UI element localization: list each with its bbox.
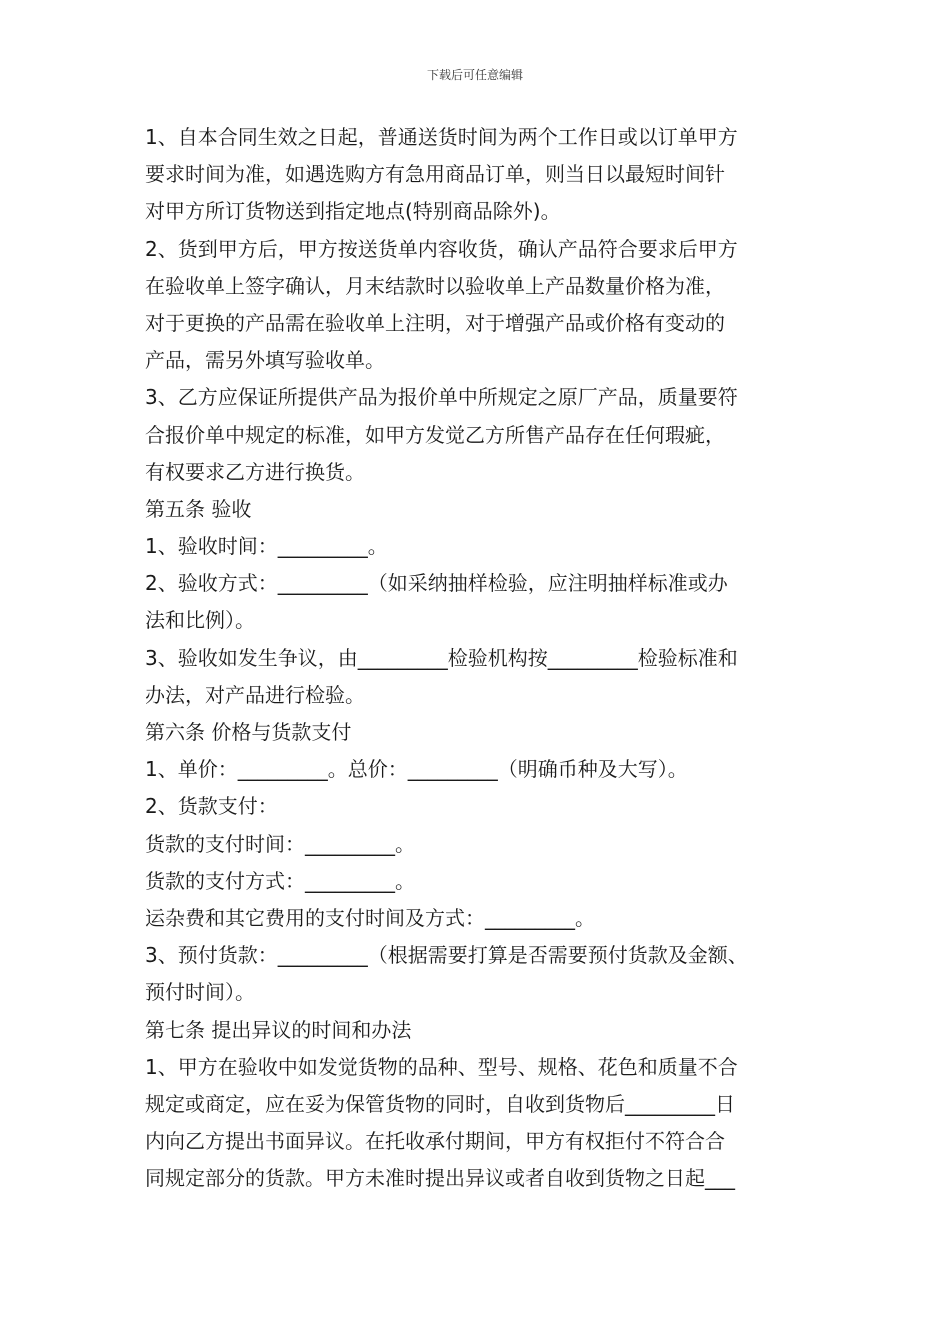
text-line: 规定或商定，应在妥为保管货物的同时，自收到货物后_________日	[145, 1091, 735, 1116]
text-line: 3、验收如发生争议，由_________检验机构按_________检验标准和	[145, 645, 738, 670]
text-line: 内向乙方提出书面异议。在托收承付期间，甲方有权拒付不符合合	[145, 1129, 725, 1154]
text-line: 1、甲方在验收中如发觉货物的品种、型号、规格、花色和质量不合	[145, 1054, 738, 1079]
text-line: 对于更换的产品需在验收单上注明，对于增强产品或价格有变动的	[145, 310, 725, 335]
text-line: 1、单价：_________。总价：_________（明确币种及大写）。	[145, 757, 688, 782]
text-line: 1、自本合同生效之日起，普通送货时间为两个工作日或以订单甲方	[145, 125, 738, 149]
text-line: 货款的支付方式：_________。	[145, 868, 415, 893]
text-line: 货款的支付时间：_________。	[145, 831, 415, 856]
text-line: 产品，需另外填写验收单。	[145, 348, 385, 373]
section-heading: 第五条 验收	[145, 496, 252, 521]
text-line: 同规定部分的货款。甲方未准时提出异议或者自收到货物之日起___	[145, 1166, 735, 1191]
text-line: 2、货到甲方后，甲方按送货单内容收货，确认产品符合要求后甲方	[145, 236, 738, 261]
text-line: 法和比例）。	[145, 608, 255, 633]
text-line: 2、验收方式：_________（如采纳抽样检验，应注明抽样标准或办	[145, 571, 728, 596]
text-line: 预付时间）。	[145, 980, 255, 1005]
text-line: 对甲方所订货物送到指定地点(特别商品除外)。	[145, 199, 561, 224]
section-heading: 第七条 提出异议的时间和办法	[145, 1017, 412, 1042]
text-line: 2、货款支付：	[145, 794, 278, 819]
text-line: 要求时间为准，如遇选购方有急用商品订单，则当日以最短时间针	[145, 162, 725, 187]
text-line: 办法，对产品进行检验。	[145, 682, 365, 707]
text-line: 在验收单上签字确认，月末结款时以验收单上产品数量价格为准，	[145, 273, 725, 298]
text-line: 运杂费和其它费用的支付时间及方式：_________。	[145, 905, 595, 930]
text-line: 3、乙方应保证所提供产品为报价单中所规定之原厂产品，质量要符	[145, 385, 738, 410]
page-header: 下载后可任意编辑	[426, 68, 523, 82]
text-line: 3、预付货款：_________（根据需要打算是否需要预付货款及金额、	[145, 943, 748, 968]
text-line: 1、验收时间：_________。	[145, 534, 388, 559]
document-body	[145, 119, 815, 1197]
section-heading: 第六条 价格与货款支付	[145, 720, 352, 744]
text-line: 合报价单中规定的标准，如甲方发觉乙方所售产品存在任何瑕疵，	[145, 422, 725, 447]
text-line: 有权要求乙方进行换货。	[145, 459, 365, 484]
